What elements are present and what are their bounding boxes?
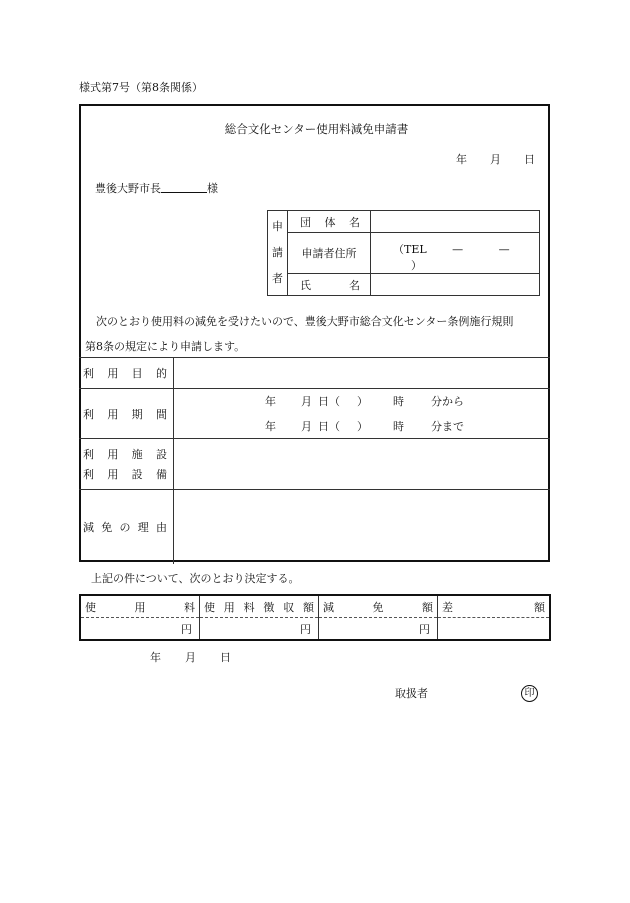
period-label: 利 用 期 間 (79, 389, 174, 439)
tel-separator-2: — (498, 243, 510, 256)
tel-separator-1: — (452, 243, 464, 256)
addressee-blank[interactable] (161, 182, 207, 193)
date-year: 年 (456, 153, 467, 166)
period-field[interactable]: 年 月 日（ ） 時 分から 年 月 日（ ） 時 分まで (174, 389, 551, 439)
name-field[interactable] (371, 274, 540, 296)
purpose-label: 利 用 目 的 (79, 358, 174, 389)
application-frame (79, 104, 550, 562)
addressee-prefix: 豊後大野市長 (95, 182, 161, 195)
name-label: 氏 名 (288, 274, 371, 296)
decision-table (79, 594, 551, 641)
fee-amount[interactable]: 円 (80, 618, 200, 641)
fee-header: 使 用 料 (80, 595, 200, 618)
exemption-amount[interactable]: 円 (319, 618, 438, 641)
exemption-header: 減 免 額 (319, 595, 438, 618)
decision-statement: 上記の件について、次のとおり決定する。 (91, 572, 300, 585)
applicant-table (267, 210, 540, 296)
applicant-vertical-label: 申 請 者 (268, 211, 288, 296)
date-month: 月 (490, 153, 501, 166)
handler-label: 取扱者 (395, 687, 428, 700)
difference-header: 差 額 (438, 595, 551, 618)
form-number: 様式第7号（第8条関係） (79, 81, 203, 94)
tel-close: ） (411, 259, 422, 272)
addressee (95, 182, 218, 194)
collected-fee-header: 使 用 料 徴 収 額 (200, 595, 319, 618)
address-label: 申請者住所 (288, 233, 371, 274)
group-name-label: 団 体 名 (288, 211, 371, 233)
reason-field[interactable] (174, 490, 551, 564)
form-title: 総合文化センター使用料減免申請書 (224, 122, 409, 136)
request-statement: 次のとおり使用料の減免を受けたいので、豊後大野市総合文化センター条例施行規則 第8条の規定により申請します。 (85, 315, 514, 353)
addressee-suffix: 様 (207, 182, 218, 195)
footer-date-day: 日 (220, 651, 231, 664)
footer-date-year: 年 (150, 651, 161, 664)
seal-icon: 印 (521, 685, 538, 702)
facility-equipment-field[interactable] (174, 439, 551, 490)
facility-equipment-label: 利 用 施 設 利 用 設 備 (79, 439, 174, 490)
collected-fee-amount[interactable]: 円 (200, 618, 319, 641)
footer-date-month: 月 (185, 651, 196, 664)
reason-label: 減 免 の 理 由 (79, 490, 174, 564)
difference-amount[interactable] (438, 618, 551, 641)
usage-table (79, 357, 550, 564)
date-day: 日 (524, 153, 535, 166)
tel-label: （TEL (393, 243, 427, 256)
group-name-field[interactable] (371, 211, 540, 233)
address-field[interactable] (371, 233, 540, 274)
purpose-field[interactable] (174, 358, 551, 389)
